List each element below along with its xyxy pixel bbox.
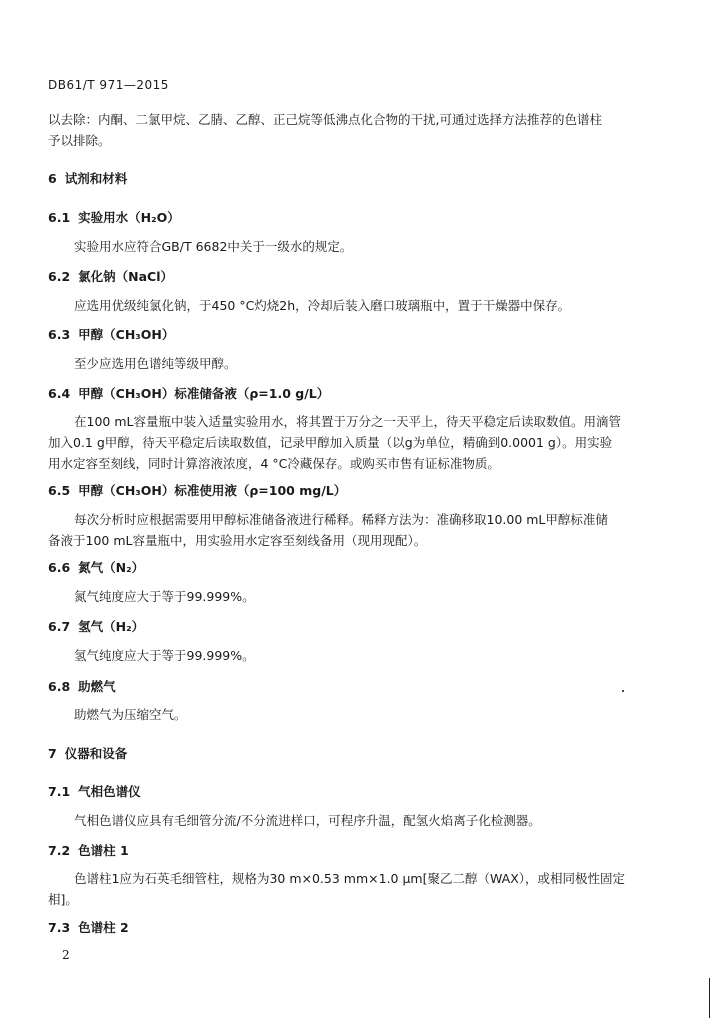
clause-6-4-text-line-3: 用水定容至刻线，同时计算溶液浓度，4 °C冷藏保存。或购买市售有证标准物质。 [48, 456, 500, 471]
clause-6-8-text: 助燃气为压缩空气。 [74, 707, 187, 722]
clause-number: 6.3 [48, 327, 71, 342]
clause-6-1-heading [48, 208, 180, 226]
clause-title: 甲醇（CH₃OH） [78, 327, 175, 342]
clause-7-1-text: 气相色谱仪应具有毛细管分流/不分流进样口，可程序升温，配氢火焰离子化检测器。 [74, 813, 541, 828]
clause-6-7-heading [48, 617, 144, 635]
clause-6-2-heading [48, 267, 173, 285]
clause-6-4-text-line-2: 加入0.1 g甲醇，待天平稳定后读取数值，记录甲醇加入质量（以g为单位，精确到0.0001 g）。用实验 [48, 435, 613, 450]
section-number: 7 [48, 746, 57, 761]
clause-6-6-heading [48, 558, 144, 576]
section-number: 6 [48, 171, 57, 186]
section-title: 试剂和材料 [64, 171, 128, 186]
clause-7-3-heading [48, 918, 129, 936]
clause-6-3-text: 至少应选用色谱纯等级甲醇。 [74, 356, 237, 371]
clause-number: 6.2 [48, 269, 71, 284]
clause-number: 6.7 [48, 619, 71, 634]
scan-speck [622, 690, 624, 692]
clause-7-1-heading [48, 782, 141, 800]
clause-title: 色谱柱 2 [78, 920, 129, 935]
clause-title: 色谱柱 1 [78, 843, 129, 858]
clause-6-3-heading [48, 325, 174, 343]
clause-6-4-text-line-1: 在100 mL容量瓶中装入适量实验用水，将其置于万分之一天平上，待天平稳定后读取数值。用滴管 [74, 414, 621, 429]
clause-title: 氯化钠（NaCl） [78, 269, 174, 284]
clause-6-5-text-line-2: 备液于100 mL容量瓶中，用实验用水定容至刻线备用（现用现配）。 [48, 533, 427, 548]
clause-6-6-text: 氮气纯度应大于等于99.999%。 [74, 589, 255, 604]
clause-6-5-text-line-1: 每次分析时应根据需要用甲醇标准储备液进行稀释。稀释方法为：准确移取10.00 mL甲醇标准储 [74, 512, 608, 527]
clause-6-2-text: 应选用优级纯氯化钠，于450 °C灼烧2h，冷却后装入磨口玻璃瓶中，置于干燥器中保存。 [74, 298, 571, 313]
clause-6-7-text: 氢气纯度应大于等于99.999%。 [74, 648, 255, 663]
clause-number: 7.2 [48, 843, 71, 858]
clause-title: 甲醇（CH₃OH）标准使用液（ρ=100 mg/L） [78, 483, 347, 498]
clause-title: 气相色谱仪 [78, 784, 141, 799]
clause-6-1-text: 实验用水应符合GB/T 6682中关于一级水的规定。 [74, 239, 353, 254]
clause-7-2-text-line-1: 色谱柱1应为石英毛细管柱，规格为30 m×0.53 mm×1.0 μm[聚乙二醇（WAX），或相同极性固定 [74, 871, 626, 886]
standard-number: DB61/T 971—2015 [48, 78, 169, 92]
clause-number: 6.5 [48, 483, 71, 498]
clause-title: 实验用水（H₂O） [78, 210, 180, 225]
clause-number: 6.4 [48, 386, 71, 401]
clause-title: 氮气（N₂） [78, 560, 145, 575]
intro-line-2: 予以排除。 [48, 133, 111, 148]
clause-number: 6.1 [48, 210, 71, 225]
clause-title: 助燃气 [78, 679, 116, 694]
clause-title: 氢气（H₂） [78, 619, 145, 634]
clause-6-8-heading [48, 677, 116, 695]
section-7-heading [48, 744, 127, 762]
clause-6-5-heading [48, 481, 346, 499]
intro-line-1: 以去除：内酮、二氯甲烷、乙腈、乙醇、正己烷等低沸点化合物的干扰,可通过选择方法推荐的色谱柱 [48, 112, 602, 127]
clause-7-2-heading [48, 841, 129, 859]
clause-title: 甲醇（CH₃OH）标准储备液（ρ=1.0 g/L） [78, 386, 330, 401]
clause-7-2-text-line-2: 相]。 [48, 892, 78, 907]
clause-number: 7.1 [48, 784, 71, 799]
section-title: 仪器和设备 [64, 746, 128, 761]
clause-number: 6.6 [48, 560, 71, 575]
scan-edge-line [709, 978, 710, 1018]
clause-number: 7.3 [48, 920, 71, 935]
section-6-heading [48, 169, 127, 187]
clause-number: 6.8 [48, 679, 71, 694]
page-number: 2 [62, 948, 70, 962]
clause-6-4-heading [48, 384, 329, 402]
